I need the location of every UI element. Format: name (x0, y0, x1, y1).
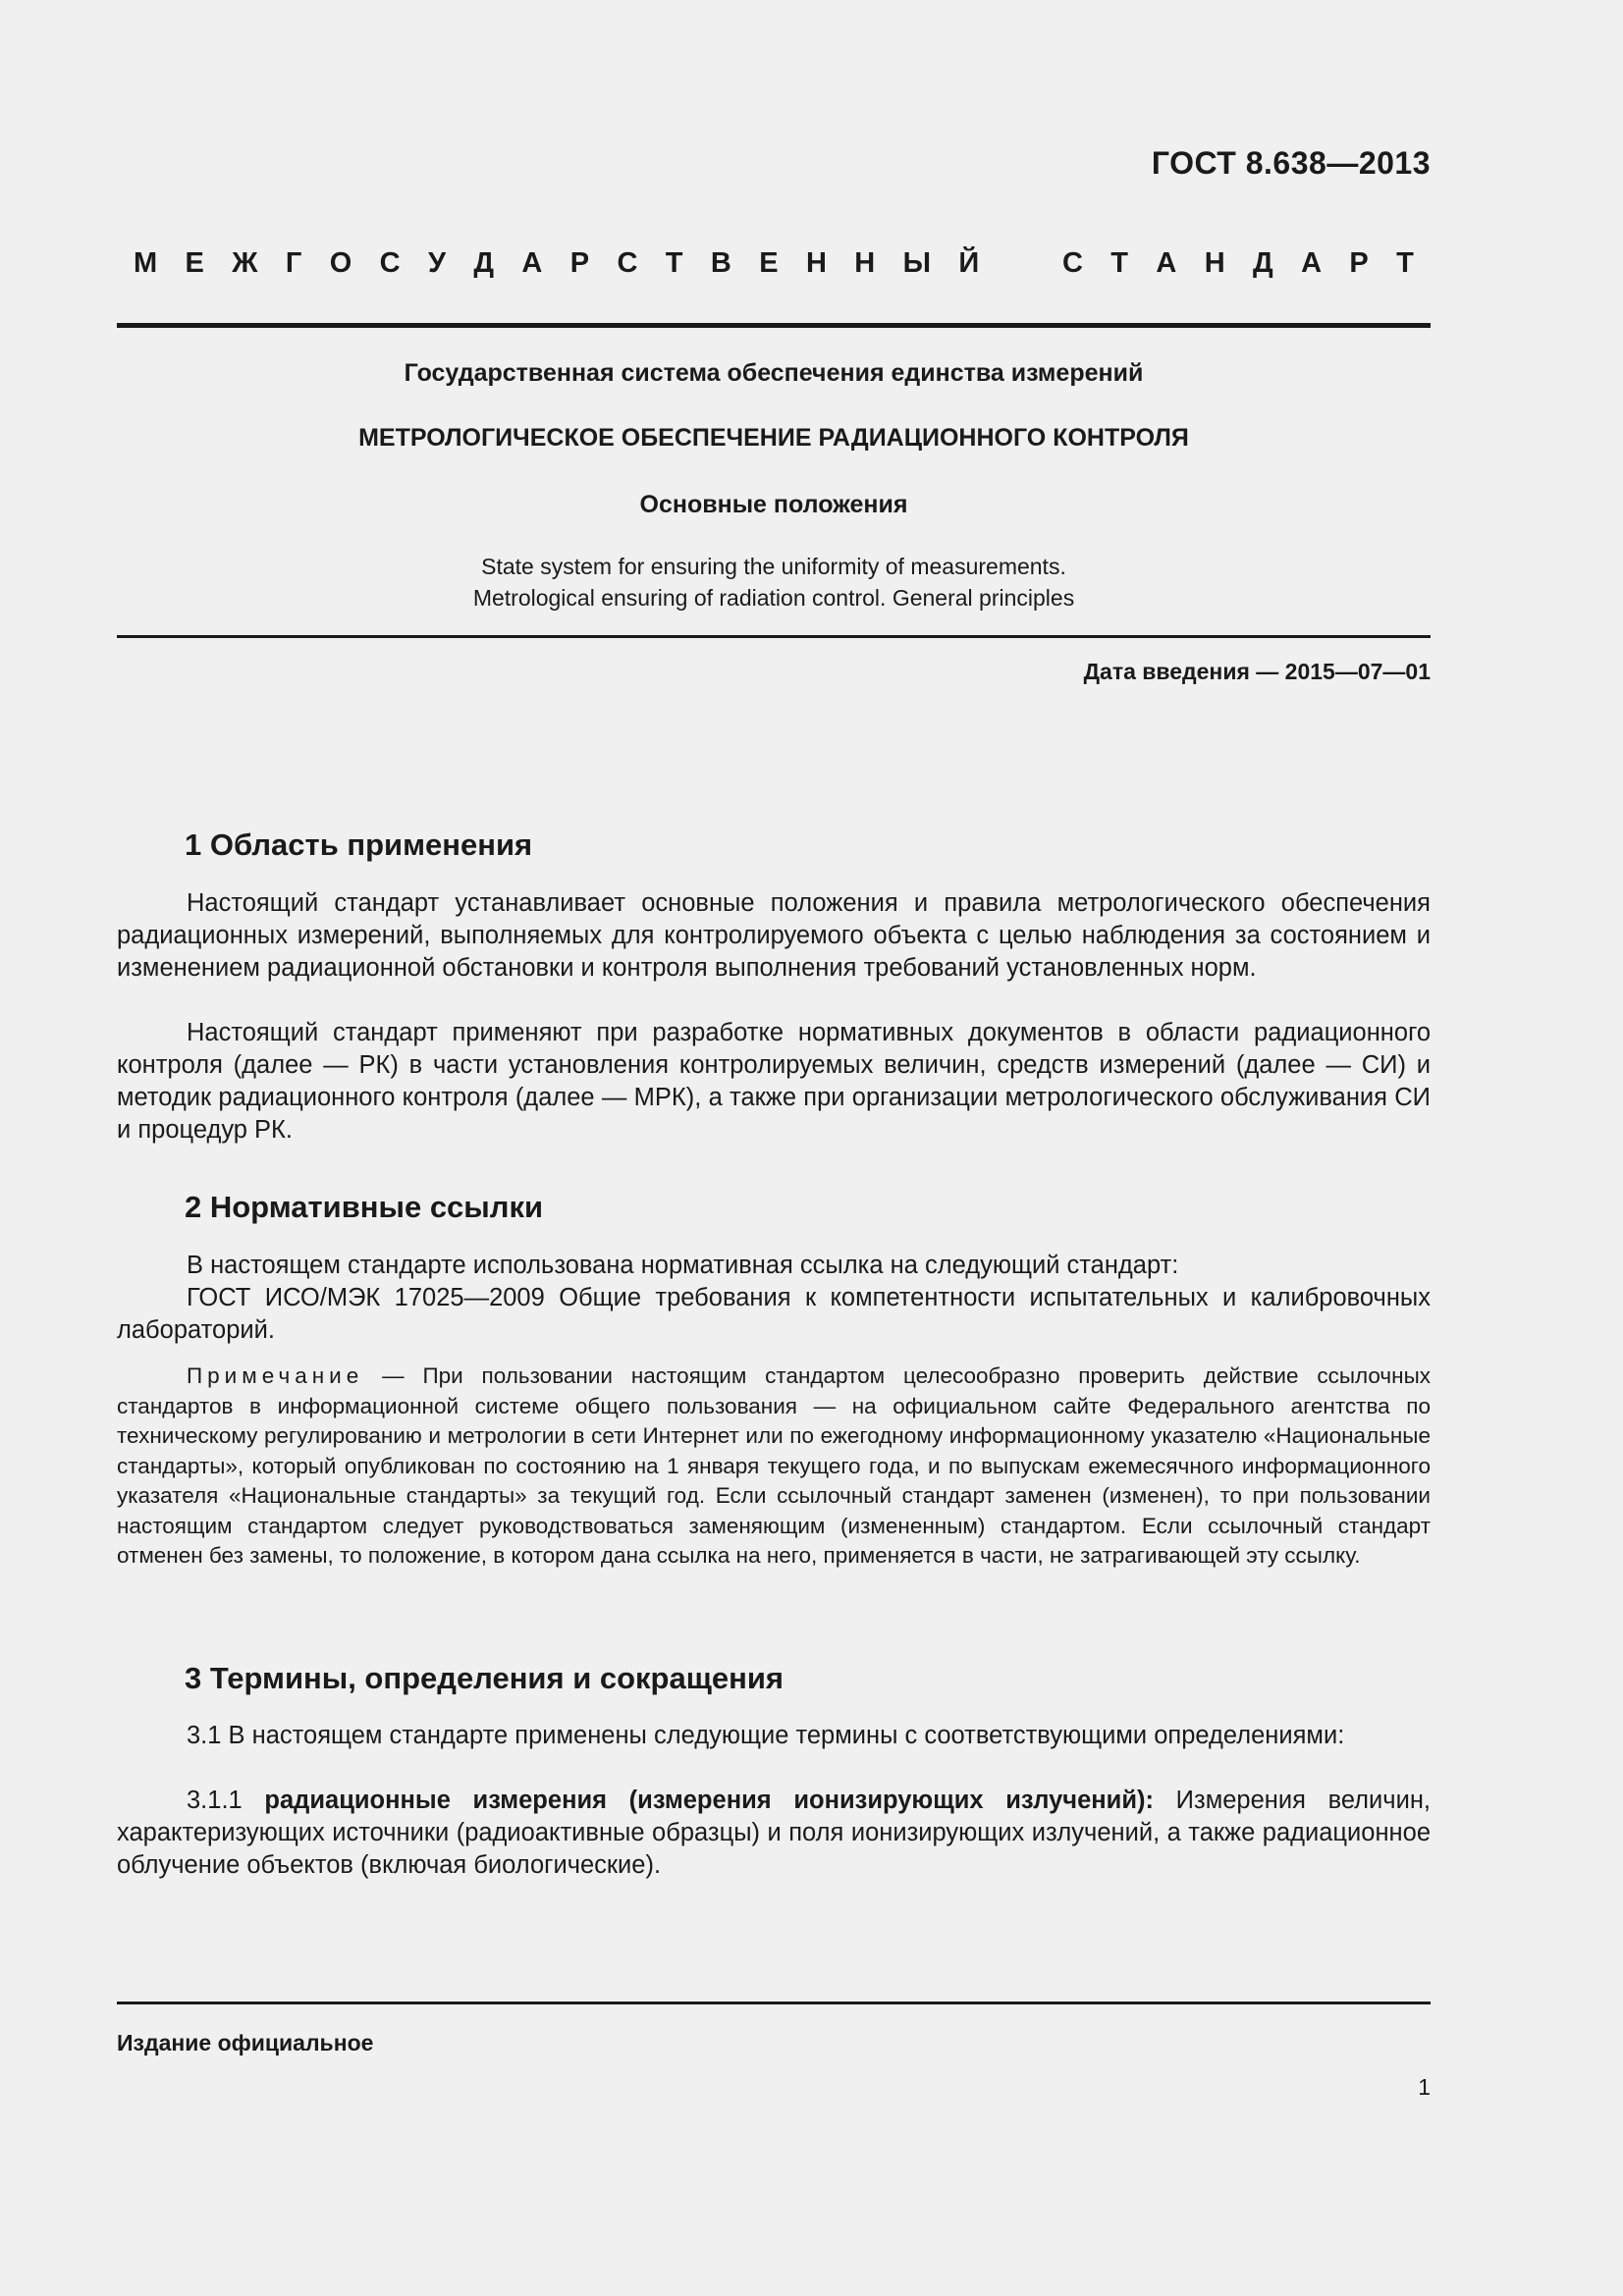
page-number: 1 (1418, 2074, 1431, 2100)
interstate-letter: А (521, 247, 543, 279)
interstate-letter: Н (805, 247, 827, 279)
interstate-letter: Р (569, 247, 590, 279)
section-2-note (117, 1362, 1431, 1572)
interstate-letter: Т (1396, 247, 1414, 279)
section-1-paragraph-2: Настоящий стандарт применяют при разработке нормативных документов в области радиационного контроля (далее — РК) в части установления контролируемых величин, средств измерений (далее — СИ) и методик радиационного контроля (далее — МРК), а также при организации метрологического обслуживания СИ и процедур РК. (117, 1019, 1431, 1144)
top-rule (117, 323, 1431, 328)
note-label: Примечание (187, 1363, 364, 1388)
interstate-letter: Е (185, 247, 204, 279)
interstate-letter: В (710, 247, 731, 279)
interstate-letter: А (1156, 247, 1177, 279)
term-number: 3.1.1 (187, 1787, 265, 1814)
section-2-heading: 2 Нормативные ссылки (185, 1190, 544, 1224)
interstate-letter: С (379, 247, 401, 279)
term-definition-3-1-1 (117, 1785, 1431, 1882)
interstate-letter: Д (473, 247, 495, 279)
introduction-date: Дата введения — 2015—07—01 (1083, 659, 1431, 684)
interstate-letter: Т (1110, 247, 1129, 279)
interstate-letter: Н (854, 247, 876, 279)
interstate-letter: Е (759, 247, 779, 279)
note-text: — При пользовании настоящим стандартом целесообразно проверить действие ссылочных стандартов в информационной системе общего пользования — на официальном сайте Федерального агентства по техническому регулированию и метрологии в сети Интернет или по ежегодному информационному указателю «Национальные стандарты», который опубликован по состоянию на 1 января текущего года, и по выпускам ежемесячного информационного указателя «Национальные стандарты» за текущий год. Если ссылочный стандарт заменен (изменен), то при пользовании настоящим стандартом следует руководствоваться заменяющим (измененным) стандартом. Если ссылочный стандарт отменен без замены, то положение, в котором дана ссылка на него, применяется в части, не затрагивающей эту ссылку. (117, 1363, 1431, 1568)
english-title (117, 551, 1431, 614)
interstate-letter: М (134, 247, 158, 279)
interstate-letter: У (427, 247, 446, 279)
document-page (117, 0, 1431, 2296)
interstate-letter: С (617, 247, 638, 279)
section-3-paragraph-1: 3.1 В настоящем стандарте применены следующие термины с соответствующими определениями: (187, 1722, 1345, 1749)
section-2-paragraph-1: В настоящем стандарте использована нормативная ссылка на следующий стандарт: (187, 1252, 1179, 1279)
interstate-letter: Й (958, 247, 980, 279)
interstate-standard-label (134, 247, 1414, 280)
interstate-letter: Г (285, 247, 302, 279)
word-gap (1007, 247, 1035, 280)
interstate-letter: С (1061, 247, 1083, 279)
interstate-letter: А (1301, 247, 1323, 279)
interstate-letter: Т (665, 247, 683, 279)
gost-code: ГОСТ 8.638—2013 (1151, 145, 1431, 181)
standard-subtitle: Основные положения (639, 491, 908, 518)
interstate-letter: Ж (232, 247, 258, 279)
section-3-heading: 3 Термины, определения и сокращения (185, 1661, 784, 1695)
interstate-letter: О (329, 247, 352, 279)
term-definition-text: Измерения величин, характеризующих источники (радиоактивные образцы) и поля ионизирующих излучений, а также радиационное облучение объектов (включая биологические). (117, 1787, 1431, 1879)
standard-system-title: Государственная система обеспечения единства измерений (404, 359, 1144, 387)
interstate-letter: Ы (902, 247, 931, 279)
footer-rule (117, 2002, 1431, 2004)
interstate-letter: Д (1253, 247, 1273, 279)
section-1-paragraph-1: Настоящий стандарт устанавливает основные положения и правила метрологического обеспечения радиационных измерений, выполняемых для контролируемого объекта с целью наблюдения за состоянием и изменением радиационной обстановки и контроля выполнения требований установленных норм. (117, 889, 1431, 982)
term-name: радиационные измерения (измерения ионизирующих излучений): (264, 1787, 1155, 1814)
english-title-line-2: Metrological ensuring of radiation control. General principles (472, 585, 1075, 611)
interstate-letter: Н (1204, 247, 1225, 279)
section-1-heading: 1 Область применения (185, 828, 533, 862)
interstate-letter: Р (1349, 247, 1369, 279)
official-edition-label: Издание официальное (117, 2030, 374, 2056)
standard-main-title: МЕТРОЛОГИЧЕСКОЕ ОБЕСПЕЧЕНИЕ РАДИАЦИОННОГО КОНТРОЛЯ (358, 424, 1189, 452)
title-bottom-rule (117, 635, 1431, 638)
normative-reference-item: ГОСТ ИСО/МЭК 17025—2009 Общие требования к компетентности испытательных и калибровочных лабораторий. (117, 1284, 1431, 1344)
english-title-line-1: State system for ensuring the uniformity of measurements. (481, 554, 1066, 579)
